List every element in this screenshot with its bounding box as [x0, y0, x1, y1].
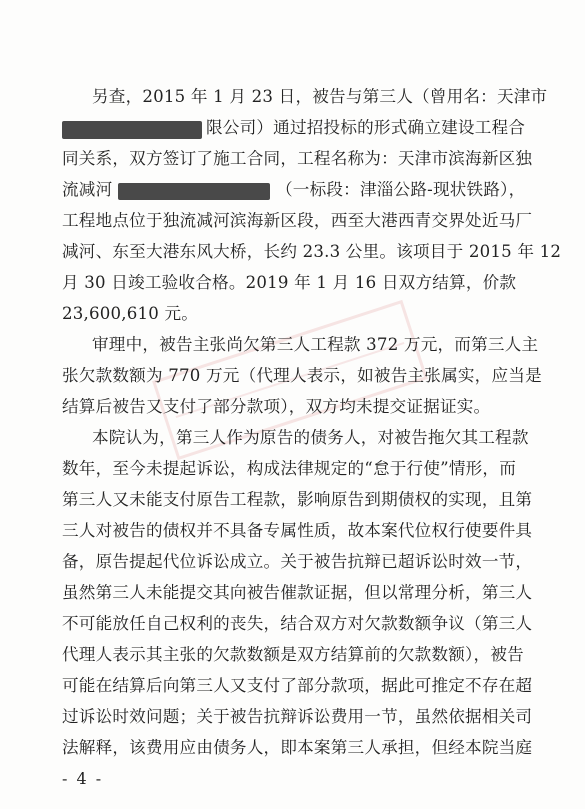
- text-line: 结算后被告又支付了部分款项），双方均未提交证据证实。: [62, 397, 491, 416]
- text-line: 审理中，被告主张尚欠第三人工程款 372 万元，而第三人主: [92, 335, 539, 354]
- text-line: 本院认为，第三人作为原告的债务人，对被告拖欠其工程款: [92, 428, 529, 447]
- page-number: - 4 -: [62, 769, 104, 788]
- text-line: 工程地点位于独流减河滨海新区段，西至大港西青交界处近马厂: [62, 211, 533, 230]
- text-line: 代理人表示其主张的欠款数额是双方结算前的欠款数额），被告: [62, 645, 524, 664]
- text-line: 减河、东至大港东风大桥，长约 23.3 公里。该项目于 2015 年 12: [62, 242, 562, 261]
- text-line: 三人对被告的债权并不具备专属性质，故本案代位权行使要件具: [62, 521, 533, 540]
- text-line: 第三人又未能支付原告工程款，影响原告到期债权的实现，且第: [62, 490, 533, 509]
- text-line: 数年，至今未提起诉讼，构成法律规定的“怠于行使”情形，而: [62, 459, 517, 478]
- text-line: 过诉讼时效问题；关于被告抗辩诉讼费用一节，虽然依据相关司: [62, 707, 533, 726]
- text-line: 法解释，该费用应由债务人，即本案第三人承担，但经本院当庭: [62, 738, 533, 757]
- text-line: 虽然第三人未能提交其向被告催款证据，但以常理分析，第三人: [62, 583, 533, 602]
- text-line: 可能在结算后向第三人又支付了部分款项，据此可推定不存在超: [62, 676, 533, 695]
- text-line: （一标段：津淄公路-现状铁路），: [276, 180, 526, 199]
- text-line: 月 30 日竣工验收合格。2019 年 1 月 16 日双方结算，价款: [62, 273, 517, 292]
- redaction-block: [62, 121, 202, 139]
- text-line: 张欠款数额为 770 万元（代理人表示，如被告主张属实，应当是: [62, 366, 542, 385]
- text-line: 23,600,610 元。: [62, 304, 199, 323]
- text-line: 同关系，双方签订了施工合同，工程名称为：天津市滨海新区独: [62, 149, 533, 168]
- redaction-block: [118, 183, 270, 200]
- text-line: 另查，2015 年 1 月 23 日，被告与第三人（曾用名：天津市: [92, 87, 548, 106]
- text-line: 流减河: [62, 180, 113, 199]
- text-line: 限公司）通过招投标的形式确立建设工程合: [206, 118, 526, 137]
- text-line: 不可能放任自己权利的丧失，结合双方对欠款数额争议（第三人: [62, 614, 533, 633]
- text-line: 备，原告提起代位诉讼成立。关于被告抗辩已超诉讼时效一节，: [62, 552, 533, 571]
